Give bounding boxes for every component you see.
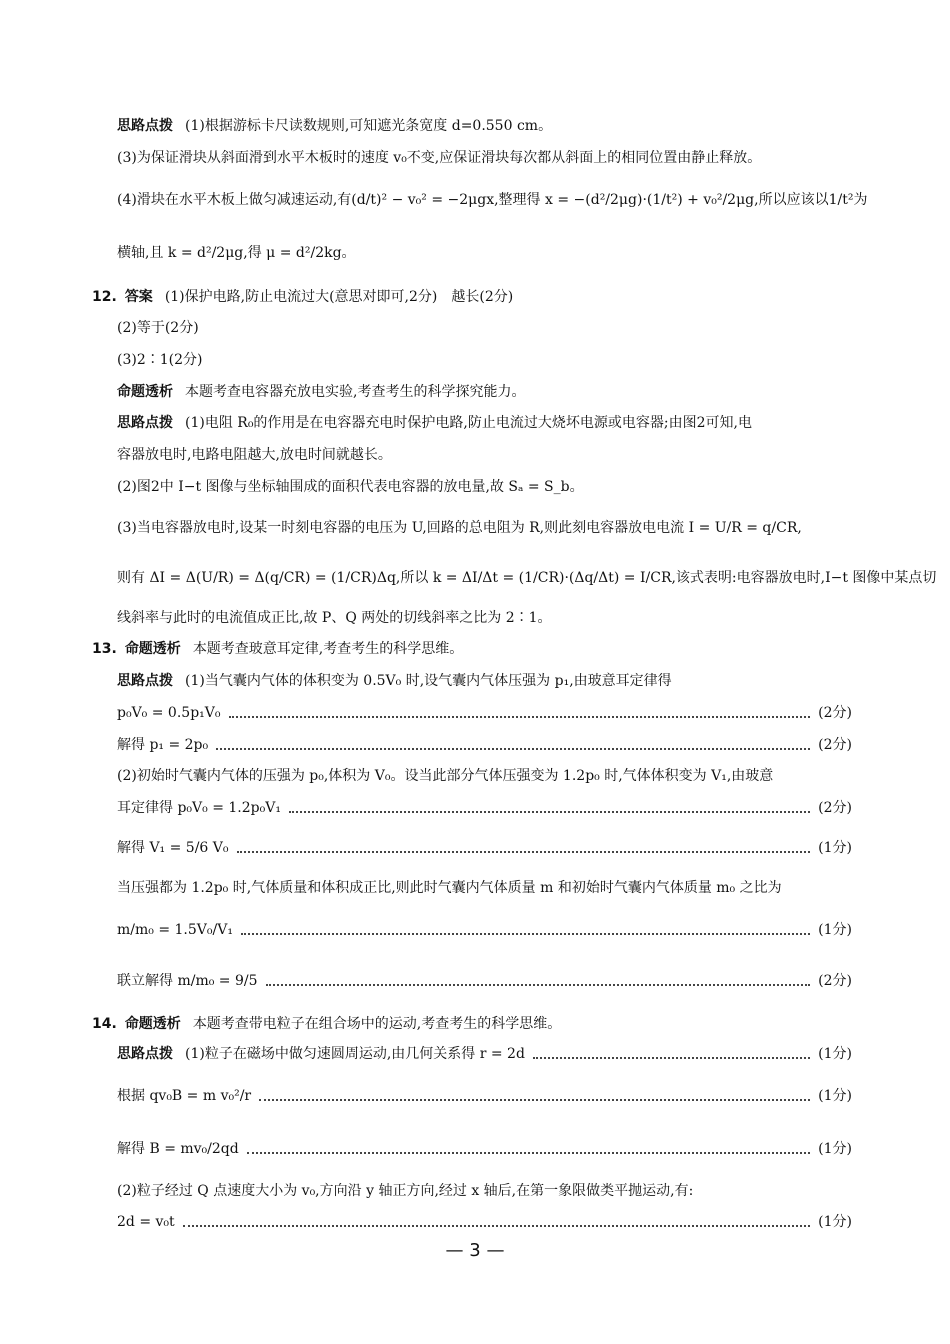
text-line — [117, 245, 852, 262]
score-mark: (2分) — [818, 800, 852, 816]
score-mark: (1分) — [818, 1141, 852, 1157]
dot-leader — [229, 715, 811, 718]
dot-leader — [289, 810, 810, 813]
line-text: 本题考查玻意耳定律,考查考生的科学思维。 — [192, 641, 464, 657]
score-mark: (2分) — [818, 737, 852, 753]
text-line — [117, 479, 852, 496]
text-line — [117, 673, 852, 690]
line-text: (1)当气囊内气体的体积变为 0.5V₀ 时,设气囊内气体压强为 p₁,由玻意耳定律得 — [185, 673, 672, 689]
score-mark: (1分) — [818, 922, 852, 938]
dot-leader — [259, 1098, 810, 1101]
line-text: 则有 ΔI = Δ(U/R) = Δ(q/CR) = (1/CR)Δq,所以 k = ΔI/Δt = (1/CR)·(Δq/Δt) = I/CR,该式表明:电容器放电时,I−t 图像中某点切 — [117, 570, 937, 586]
text-line — [117, 922, 852, 939]
line-text: (1)保护电路,防止电流过大(意思对即可,2分) 越长(2分) — [164, 289, 514, 305]
text-line — [117, 352, 852, 369]
text-line — [117, 447, 852, 464]
text-line — [117, 520, 852, 537]
line-text: 解得 B = mv₀/2qd — [117, 1141, 239, 1157]
score-mark: (2分) — [818, 705, 852, 721]
text-line — [92, 1016, 852, 1033]
line-text: 2d = v₀t — [117, 1214, 175, 1230]
text-line — [117, 737, 852, 754]
section-label: 思路点拨 — [117, 118, 173, 134]
dot-leader — [266, 983, 811, 986]
score-mark: (1分) — [818, 1046, 852, 1062]
line-text: (3)当电容器放电时,设某一时刻电容器的电压为 U,回路的总电阻为 R,则此刻电容器放电电流 I = U/R = q/CR, — [117, 520, 802, 536]
text-line — [117, 1141, 852, 1158]
dot-leader — [216, 747, 810, 750]
line-text: 根据 qv₀B = m v₀²/r — [117, 1088, 252, 1104]
section-label: 命题透析 — [124, 1016, 181, 1032]
text-line — [117, 840, 852, 857]
text-line — [117, 610, 852, 627]
section-label: 命题透析 — [117, 384, 173, 400]
text-line — [117, 150, 852, 167]
question-number: 13. — [92, 641, 117, 657]
text-line — [92, 641, 852, 658]
text-line — [117, 1088, 852, 1105]
text-line — [117, 973, 852, 990]
text-line — [117, 1183, 852, 1200]
line-text: 横轴,且 k = d²/2μg,得 μ = d²/2kg。 — [117, 245, 356, 261]
line-text: m/m₀ = 1.5V₀/V₁ — [117, 922, 233, 938]
line-text: (2)粒子经过 Q 点速度大小为 v₀,方向沿 y 轴正方向,经过 x 轴后,在第一象限做类平抛运动,有: — [117, 1183, 694, 1199]
line-text: 解得 V₁ = 5/6 V₀ — [117, 840, 229, 856]
question-number: 14. — [92, 1016, 117, 1032]
text-line — [117, 320, 852, 337]
text-line — [117, 880, 852, 897]
text-line — [117, 705, 852, 722]
line-text: (2)等于(2分) — [117, 320, 199, 336]
dot-leader — [533, 1056, 810, 1059]
dot-leader — [247, 1151, 810, 1154]
score-mark: (2分) — [818, 973, 852, 989]
text-line — [117, 384, 852, 401]
line-text: (2)初始时气囊内气体的压强为 p₀,体积为 V₀。设当此部分气体压强变为 1.2p₀ 时,气体体积变为 V₁,由玻意 — [117, 768, 774, 784]
dot-leader — [237, 850, 811, 853]
text-line — [117, 192, 868, 209]
line-text: (2)图2中 I−t 图像与坐标轴围成的面积代表电容器的放电量,故 Sₐ = S_b。 — [117, 479, 584, 495]
text-line — [117, 1046, 852, 1063]
section-label: 命题透析 — [124, 641, 181, 657]
line-text: 当压强都为 1.2p₀ 时,气体质量和体积成正比,则此时气囊内气体质量 m 和初始时气囊内气体质量 m₀ 之比为 — [117, 880, 782, 896]
text-line — [117, 570, 937, 587]
page-number: — 3 — — [445, 1240, 505, 1261]
score-mark: (1分) — [818, 1088, 852, 1104]
line-text: (1)粒子在磁场中做匀速圆周运动,由几何关系得 r = 2d — [185, 1046, 525, 1062]
text-line — [117, 118, 852, 135]
line-text: 耳定律得 p₀V₀ = 1.2p₀V₁ — [117, 800, 281, 816]
line-text: (3)2∶1(2分) — [117, 352, 203, 368]
line-text: (1)根据游标卡尺读数规则,可知遮光条宽度 d=0.550 cm。 — [185, 118, 553, 134]
line-text: (1)电阻 R₀的作用是在电容器充电时保护电路,防止电流过大烧坏电源或电容器;由图2可知,电 — [185, 415, 752, 431]
line-text: 容器放电时,电路电阻越大,放电时间就越长。 — [117, 447, 392, 463]
line-text: 解得 p₁ = 2p₀ — [117, 737, 209, 753]
text-line — [117, 768, 852, 785]
line-text: 线斜率与此时的电流值成正比,故 P、Q 两处的切线斜率之比为 2∶1。 — [117, 610, 552, 626]
line-text: (4)滑块在水平木板上做匀减速运动,有(d/t)² − v₀² = −2μgx,整理得 x = −(d²/2μg)·(1/t²) + v₀²/2μg,所以应该以1/t²为 — [117, 192, 868, 208]
line-text: 联立解得 m/m₀ = 9/5 — [117, 973, 258, 989]
text-line — [92, 289, 852, 306]
text-line — [117, 800, 852, 817]
score-mark: (1分) — [818, 1214, 852, 1230]
line-text: (3)为保证滑块从斜面滑到水平木板时的速度 v₀不变,应保证滑块每次都从斜面上的相同位置由静止释放。 — [117, 150, 762, 166]
dot-leader — [241, 932, 810, 935]
line-text: 本题考查带电粒子在组合场中的运动,考查考生的科学思维。 — [192, 1016, 562, 1032]
line-text: 本题考查电容器充放电实验,考查考生的科学探究能力。 — [185, 384, 526, 400]
section-label: 思路点拨 — [117, 415, 173, 431]
text-line — [117, 415, 852, 432]
text-line — [117, 1214, 852, 1231]
section-label: 思路点拨 — [117, 1046, 173, 1062]
section-label: 思路点拨 — [117, 673, 173, 689]
question-number: 12. — [92, 289, 117, 305]
score-mark: (1分) — [818, 840, 852, 856]
section-label: 答案 — [124, 289, 153, 305]
dot-leader — [183, 1224, 811, 1227]
line-text: p₀V₀ = 0.5p₁V₀ — [117, 705, 221, 721]
